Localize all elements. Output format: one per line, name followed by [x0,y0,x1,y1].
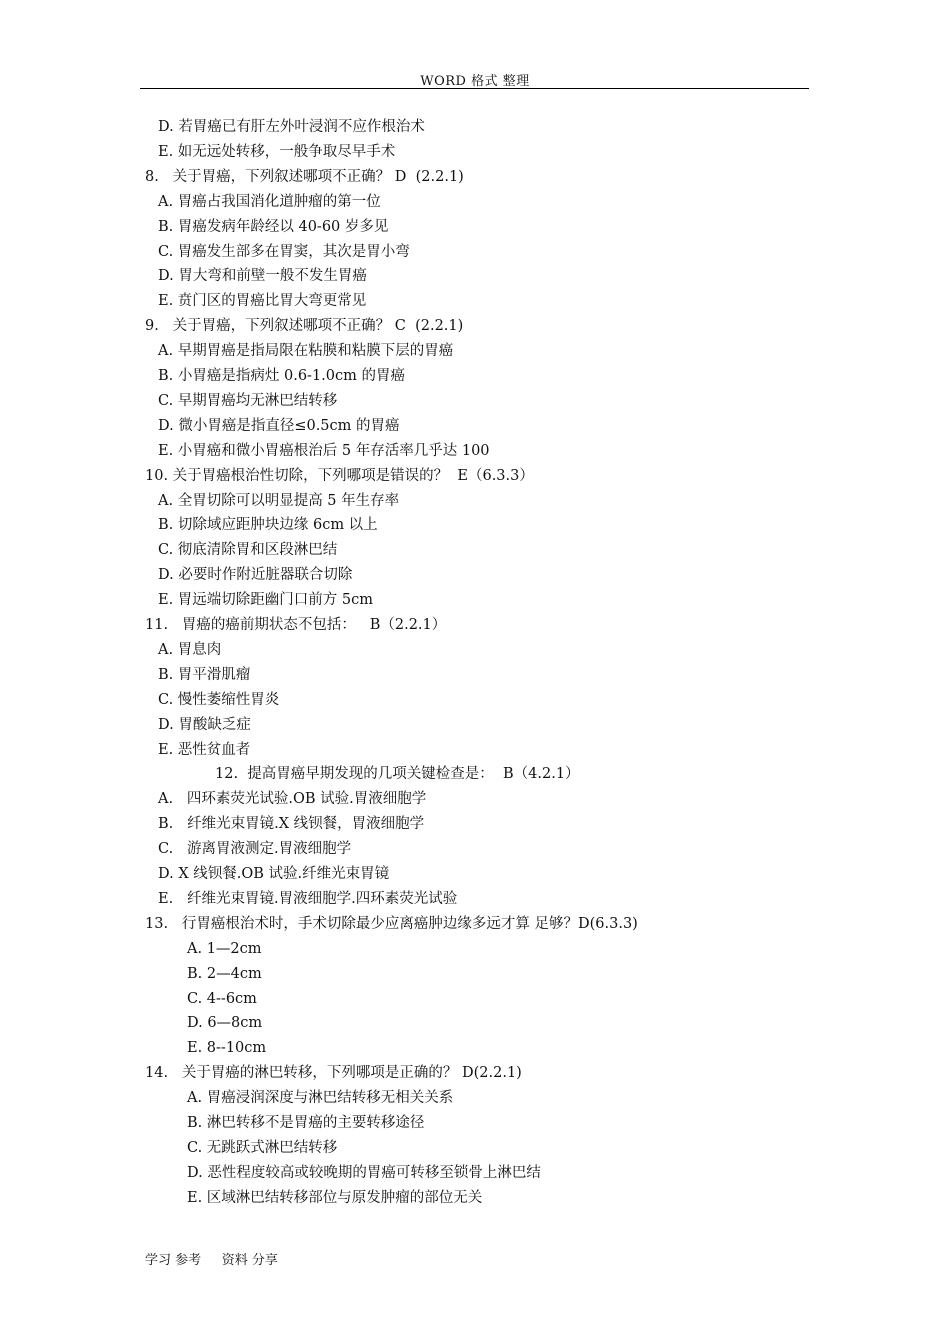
text-line: E. 如无远处转移，一般争取尽早手术 [158,143,396,160]
text-line: C. 4--6cm [187,990,257,1007]
text-line: A. 胃癌占我国消化道肿瘤的第一位 [158,193,381,210]
header-divider [140,88,809,89]
text-line: B. 切除域应距肿块边缘 6cm 以上 [158,517,378,534]
text-line: D. 必要时作附近脏器联合切除 [158,567,353,584]
text-line: B. 2—4cm [187,965,262,982]
text-line: 13. 行胃癌根治术时，手术切除最少应离癌肿边缘多远才算 足够？D(6.3.3) [145,915,638,932]
text-line: D. X 线钡餐.OB 试验.纤维光束胃镜 [158,866,390,882]
text-line: D. 6—8cm [187,1015,263,1032]
text-line: A. 四环素荧光试验.OB 试验.胃液细胞学 [158,791,427,808]
text-line: C. 彻底清除胃和区段淋巴结 [158,542,338,559]
text-line: 9. 关于胃癌，下列叙述哪项不正确？ C (2.2.1) [145,318,464,335]
text-line: E. 恶性贫血者 [158,741,251,758]
text-line: A. 全胃切除可以明显提高 5 年生存率 [158,492,400,509]
text-line: A. 胃癌浸润深度与淋巴结转移无相关关系 [187,1090,454,1107]
text-line: C. 慢性萎缩性胃炎 [158,691,280,708]
text-line: B. 小胃癌是指病灶 0.6-1.0cm 的胃癌 [158,368,405,384]
text-line: 8. 关于胃癌，下列叙述哪项不正确？ D (2.2.1) [145,168,464,185]
text-line: E. 胃远端切除距幽门口前方 5cm [158,592,374,609]
text-line: B. 胃癌发病年龄经以 40-60 岁多见 [158,218,389,235]
text-line: B. 淋巴转移不是胃癌的主要转移途径 [187,1115,425,1131]
text-line: E. 贲门区的胃癌比胃大弯更常见 [158,293,367,310]
text-line: A. 早期胃癌是指局限在粘膜和粘膜下层的胃癌 [158,343,454,360]
text-line: A. 胃息肉 [158,641,222,658]
text-line: D. 胃大弯和前壁一般不发生胃癌 [158,268,367,285]
text-line: D. 恶性程度较高或较晚期的胃癌可转移至锁骨上淋巴结 [187,1164,541,1181]
text-line: B. 纤维光束胃镜.X 线钡餐，胃液细胞学 [158,816,425,833]
text-line: D. 胃酸缺乏症 [158,716,251,733]
text-line: E. 8--10cm [187,1040,267,1057]
text-line: D. 微小胃癌是指直径≤0.5cm 的胃癌 [158,417,400,434]
text-line: 10. 关于胃癌根治性切除，下列哪项是错误的？ E（6.3.3） [145,467,534,484]
page-header: WORD 格式 整理 [420,74,530,89]
text-line: 11. 胃癌的癌前期状态不包括： B（2.2.1） [145,617,447,633]
text-line: 12. 提高胃癌早期发现的几项关键检查是： B（4.2.1） [215,766,580,783]
text-line: C. 无跳跃式淋巴结转移 [187,1139,338,1156]
text-line: C. 早期胃癌均无淋巴结转移 [158,392,338,409]
text-line: A. 1—2cm [187,940,262,957]
text-line: E. 纤维光束胃镜.胃液细胞学.四环素荧光试验 [158,890,458,907]
page-footer: 学习 参考 资料 分享 [145,1253,278,1268]
text-line: C. 胃癌发生部多在胃窦，其次是胃小弯 [158,243,410,260]
text-line: E. 小胃癌和微小胃癌根治后 5 年存活率几乎达 100 [158,442,490,459]
text-line: D. 若胃癌已有肝左外叶浸润不应作根治术 [158,119,425,135]
text-line: 14. 关于胃癌的淋巴转移，下列哪项是正确的？ D(2.2.1) [145,1065,522,1082]
text-line: C. 游离胃液测定.胃液细胞学 [158,841,352,858]
text-line: E. 区域淋巴结转移部位与原发肿瘤的部位无关 [187,1189,483,1206]
text-line: B. 胃平滑肌瘤 [158,666,251,683]
